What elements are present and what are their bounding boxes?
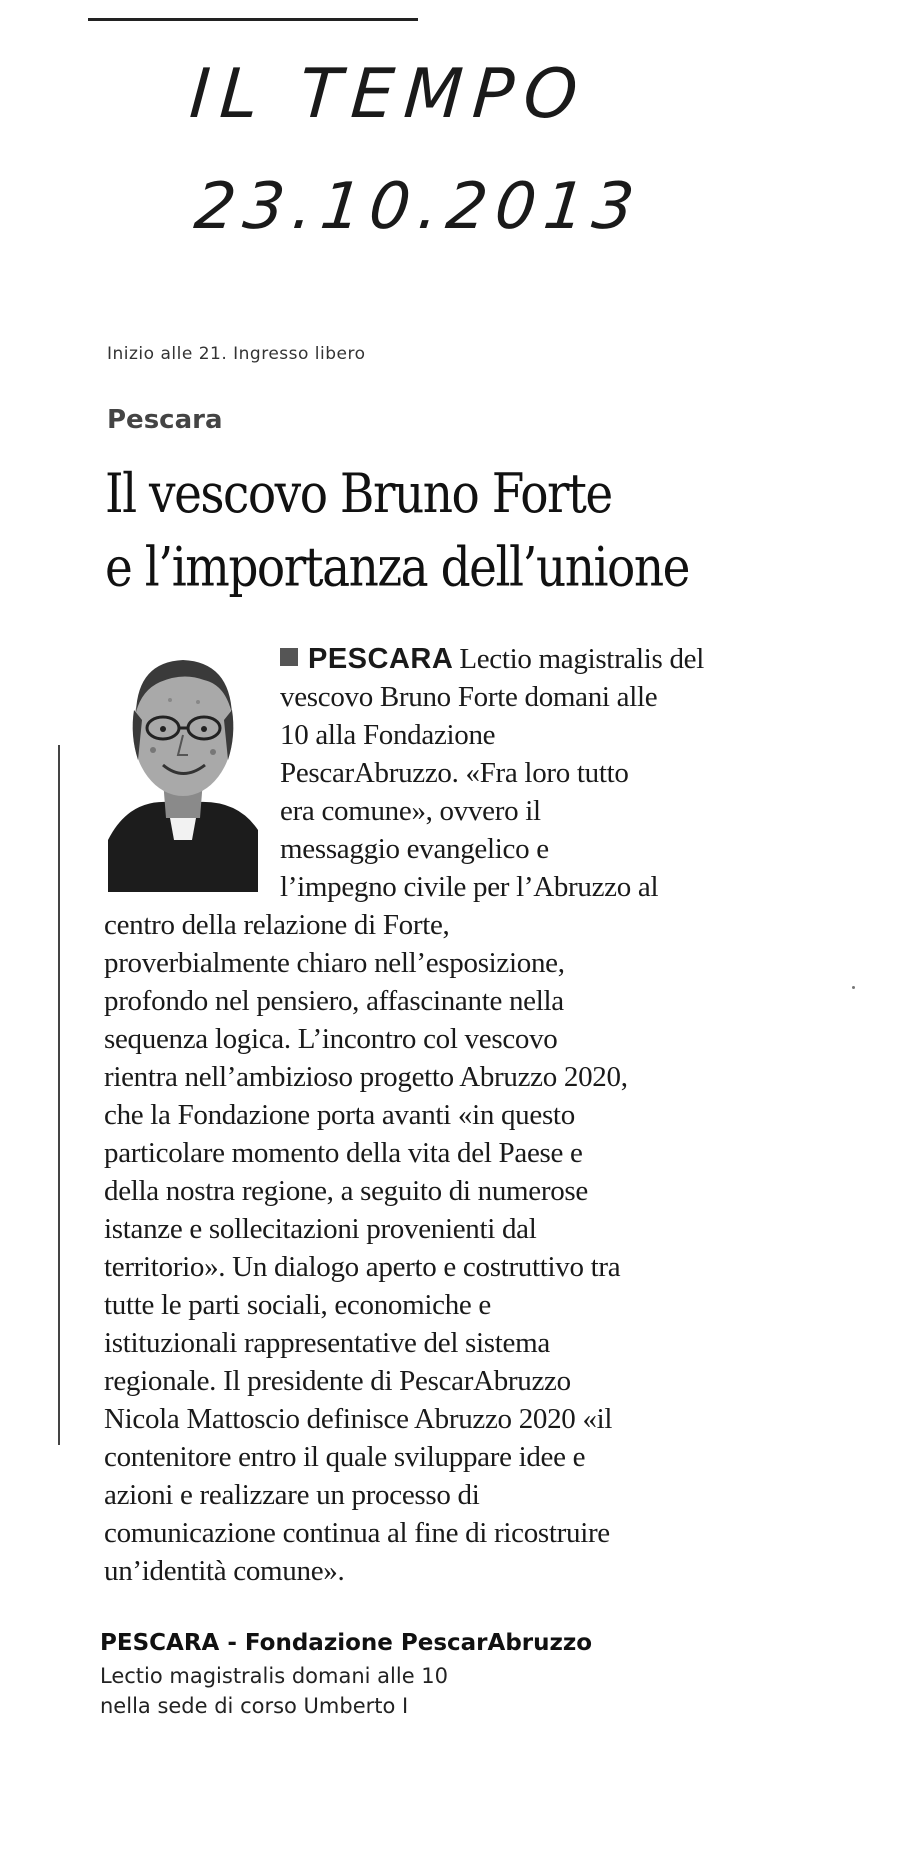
byline-square-icon bbox=[280, 648, 298, 666]
side-rule bbox=[58, 745, 60, 1445]
handwritten-newspaper-name: IL TEMPO bbox=[187, 55, 591, 134]
article-line-text: Lectio magistralis del bbox=[459, 643, 704, 675]
byline-city: PESCARA bbox=[308, 643, 454, 675]
article-line: proverbialmente chiaro nell’esposizione, bbox=[104, 947, 565, 979]
article-line: profondo nel pensiero, affascinante nella bbox=[104, 985, 564, 1017]
article-line: 10 alla Fondazione bbox=[280, 719, 496, 751]
scan-speck bbox=[852, 986, 855, 989]
article-line bbox=[280, 640, 704, 678]
article-line: era comune», ovvero il bbox=[280, 795, 541, 827]
article-line: regionale. Il presidente di PescarAbruzzo bbox=[104, 1365, 571, 1397]
article-line: PescarAbruzzo. «Fra loro tutto bbox=[280, 757, 629, 789]
article-line: azioni e realizzare un processo di bbox=[104, 1479, 480, 1511]
article-line: particolare momento della vita del Paese e bbox=[104, 1137, 583, 1169]
article-line: territorio». Un dialogo aperto e costruttivo tra bbox=[104, 1251, 621, 1283]
article-line: un’identità comune». bbox=[104, 1555, 345, 1587]
article-line: istanze e sollecitazioni provenienti dal bbox=[104, 1213, 537, 1245]
article-line: l’impegno civile per l’Abruzzo al bbox=[280, 871, 659, 903]
kicker-text: Inizio alle 21. Ingresso libero bbox=[107, 344, 366, 364]
top-rule bbox=[88, 18, 418, 21]
handwritten-date: 23.10.2013 bbox=[191, 170, 646, 244]
article-line: che la Fondazione porta avanti «in questo bbox=[104, 1099, 575, 1131]
article-line: rientra nell’ambizioso progetto Abruzzo 2020, bbox=[104, 1061, 628, 1093]
footer-line-2: nella sede di corso Umberto I bbox=[100, 1694, 409, 1718]
portrait-graphic bbox=[108, 640, 258, 892]
article-line: Nicola Mattoscio definisce Abruzzo 2020 «il bbox=[104, 1403, 613, 1435]
headline-line-2: e l’importanza dell’unione bbox=[105, 536, 689, 600]
footer-line-1: Lectio magistralis domani alle 10 bbox=[100, 1664, 449, 1688]
article-line: comunicazione continua al fine di ricostruire bbox=[104, 1517, 610, 1549]
article-line: contenitore entro il quale sviluppare idee e bbox=[104, 1441, 586, 1473]
article-line: sequenza logica. L’incontro col vescovo bbox=[104, 1023, 558, 1055]
article-headline bbox=[105, 458, 805, 605]
article-line: tutte le parti sociali, economiche e bbox=[104, 1289, 491, 1321]
article-line: messaggio evangelico e bbox=[280, 833, 549, 865]
footer-title: PESCARA - Fondazione PescarAbruzzo bbox=[100, 1630, 593, 1656]
headline-line-1: Il vescovo Bruno Forte bbox=[105, 462, 612, 526]
article-line: della nostra regione, a seguito di numerose bbox=[104, 1175, 588, 1207]
bishop-portrait-photo bbox=[108, 640, 258, 892]
section-label: Pescara bbox=[107, 405, 223, 435]
article-line: vescovo Bruno Forte domani alle bbox=[280, 681, 658, 713]
article-line: centro della relazione di Forte, bbox=[104, 909, 450, 941]
article-line: istituzionali rappresentative del sistema bbox=[104, 1327, 550, 1359]
